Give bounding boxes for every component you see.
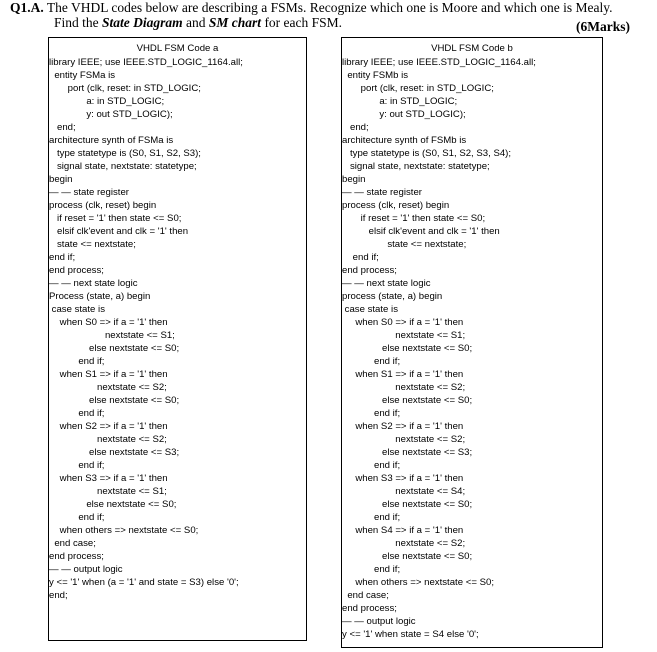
code-line: library IEEE; use IEEE.STD_LOGIC_1164.all;: [49, 57, 243, 68]
code-line: y: out STD_LOGIC);: [49, 109, 173, 120]
code-line: process (clk, reset) begin: [49, 200, 157, 211]
code-line: a: in STD_LOGIC;: [342, 96, 458, 107]
code-line: when others => nextstate <= S0;: [49, 525, 199, 536]
code-line: process (clk, reset) begin: [342, 200, 450, 211]
code-line: nextstate <= S2;: [342, 434, 466, 445]
code-b-panel: [341, 37, 603, 648]
code-line: when S0 => if a = '1' then: [342, 317, 464, 328]
code-line: port (clk, reset: in STD_LOGIC;: [342, 83, 494, 94]
code-line: else nextstate <= S3;: [342, 447, 473, 458]
code-line: state <= nextstate;: [342, 239, 467, 250]
code-line: else nextstate <= S0;: [49, 395, 180, 406]
code-line: end if;: [49, 460, 105, 471]
code-line: nextstate <= S1;: [342, 330, 466, 341]
code-line: case state is: [49, 304, 105, 315]
code-line: — — next state logic: [49, 278, 138, 289]
code-line: end case;: [342, 590, 389, 601]
code-line: when S2 => if a = '1' then: [49, 421, 168, 432]
code-line: nextstate <= S4;: [342, 486, 466, 497]
code-line: state <= nextstate;: [49, 239, 136, 250]
code-line: else nextstate <= S0;: [342, 551, 473, 562]
code-a-panel: [48, 37, 307, 641]
code-b-title: VHDL FSM Code b: [431, 43, 513, 54]
code-line: type statetype is (S0, S1, S2, S3, S4);: [342, 148, 512, 159]
code-line: end if;: [342, 408, 401, 419]
code-line: port (clk, reset: in STD_LOGIC;: [49, 83, 201, 94]
code-line: end process;: [342, 265, 397, 276]
code-line: end if;: [49, 512, 105, 523]
question-header: [10, 0, 650, 34]
code-line: nextstate <= S2;: [49, 382, 167, 393]
code-line: end process;: [49, 265, 104, 276]
code-line: end;: [342, 122, 369, 133]
code-line: y: out STD_LOGIC);: [342, 109, 466, 120]
code-line: if reset = '1' then state <= S0;: [49, 213, 182, 224]
code-line: end if;: [49, 408, 105, 419]
code-line: end if;: [49, 356, 105, 367]
code-line: architecture synth of FSMa is: [49, 135, 174, 146]
question-line-1: [10, 0, 650, 15]
code-line: else nextstate <= S0;: [49, 343, 180, 354]
code-line: nextstate <= S2;: [49, 434, 167, 445]
question-number: Q1.A.: [10, 0, 44, 15]
code-line: else nextstate <= S0;: [342, 395, 473, 406]
code-line: when others => nextstate <= S0;: [342, 577, 494, 588]
code-line: end if;: [342, 512, 401, 523]
question-text-2a: Find the: [54, 15, 103, 30]
code-line: end process;: [342, 603, 397, 614]
question-line-2: [10, 15, 650, 30]
code-line: — — state register: [49, 187, 129, 198]
code-line: else nextstate <= S0;: [342, 343, 473, 354]
question-sm-chart: SM chart: [208, 15, 262, 30]
code-line: begin: [49, 174, 73, 185]
code-line: nextstate <= S2;: [342, 538, 466, 549]
code-a-body: [49, 56, 306, 602]
code-line: when S3 => if a = '1' then: [49, 473, 168, 484]
code-line: library IEEE; use IEEE.STD_LOGIC_1164.all;: [342, 57, 536, 68]
code-line: end if;: [342, 460, 401, 471]
code-line: — — next state logic: [342, 278, 431, 289]
code-a-title: VHDL FSM Code a: [136, 43, 219, 54]
code-line: end;: [49, 590, 68, 601]
code-line: y <= '1' when (a = '1' and state = S3) else '0';: [49, 577, 239, 588]
code-line: entity FSMa is: [49, 70, 116, 81]
code-line: when S1 => if a = '1' then: [342, 369, 464, 380]
code-line: else nextstate <= S0;: [342, 499, 473, 510]
code-line: when S4 => if a = '1' then: [342, 525, 464, 536]
code-line: else nextstate <= S0;: [49, 499, 177, 510]
code-line: end if;: [49, 252, 76, 263]
code-line: — — output logic: [49, 564, 123, 575]
code-line: type statetype is (S0, S1, S2, S3);: [49, 148, 201, 159]
code-line: elsif clk'event and clk = '1' then: [49, 226, 189, 237]
code-line: end process;: [49, 551, 104, 562]
code-line: else nextstate <= S3;: [49, 447, 180, 458]
code-line: a: in STD_LOGIC;: [49, 96, 165, 107]
question-state-diagram: State Diagram: [102, 15, 183, 30]
code-line: end if;: [342, 252, 379, 263]
code-line: end;: [49, 122, 76, 133]
code-line: end if;: [342, 356, 401, 367]
code-line: case state is: [342, 304, 398, 315]
code-line: nextstate <= S2;: [342, 382, 466, 393]
code-line: when S2 => if a = '1' then: [342, 421, 464, 432]
code-line: when S3 => if a = '1' then: [342, 473, 464, 484]
code-line: — — output logic: [342, 616, 416, 627]
question-text-1: The VHDL codes below are describing a FSMs. Recognize which one is Moore and which one is Mealy.: [43, 0, 613, 15]
code-line: nextstate <= S1;: [49, 330, 175, 341]
question-text-2c: and: [182, 15, 209, 30]
code-line: signal state, nextstate: statetype;: [342, 161, 490, 172]
code-line: nextstate <= S1;: [49, 486, 167, 497]
code-line: y <= '1' when state = S4 else '0';: [342, 629, 479, 640]
question-text-2e: for each FSM.: [261, 15, 343, 30]
code-line: architecture synth of FSMb is: [342, 135, 467, 146]
code-line: entity FSMb is: [342, 70, 409, 81]
code-line: when S1 => if a = '1' then: [49, 369, 168, 380]
code-line: end if;: [342, 564, 401, 575]
code-b-body: [342, 56, 602, 641]
question-marks: (6Marks): [576, 19, 630, 34]
code-line: signal state, nextstate: statetype;: [49, 161, 197, 172]
code-line: when S0 => if a = '1' then: [49, 317, 168, 328]
code-line: begin: [342, 174, 366, 185]
code-line: process (state, a) begin: [342, 291, 443, 302]
code-line: — — state register: [342, 187, 422, 198]
code-line: if reset = '1' then state <= S0;: [342, 213, 486, 224]
code-line: end case;: [49, 538, 96, 549]
code-line: elsif clk'event and clk = '1' then: [342, 226, 500, 237]
code-line: Process (state, a) begin: [49, 291, 151, 302]
